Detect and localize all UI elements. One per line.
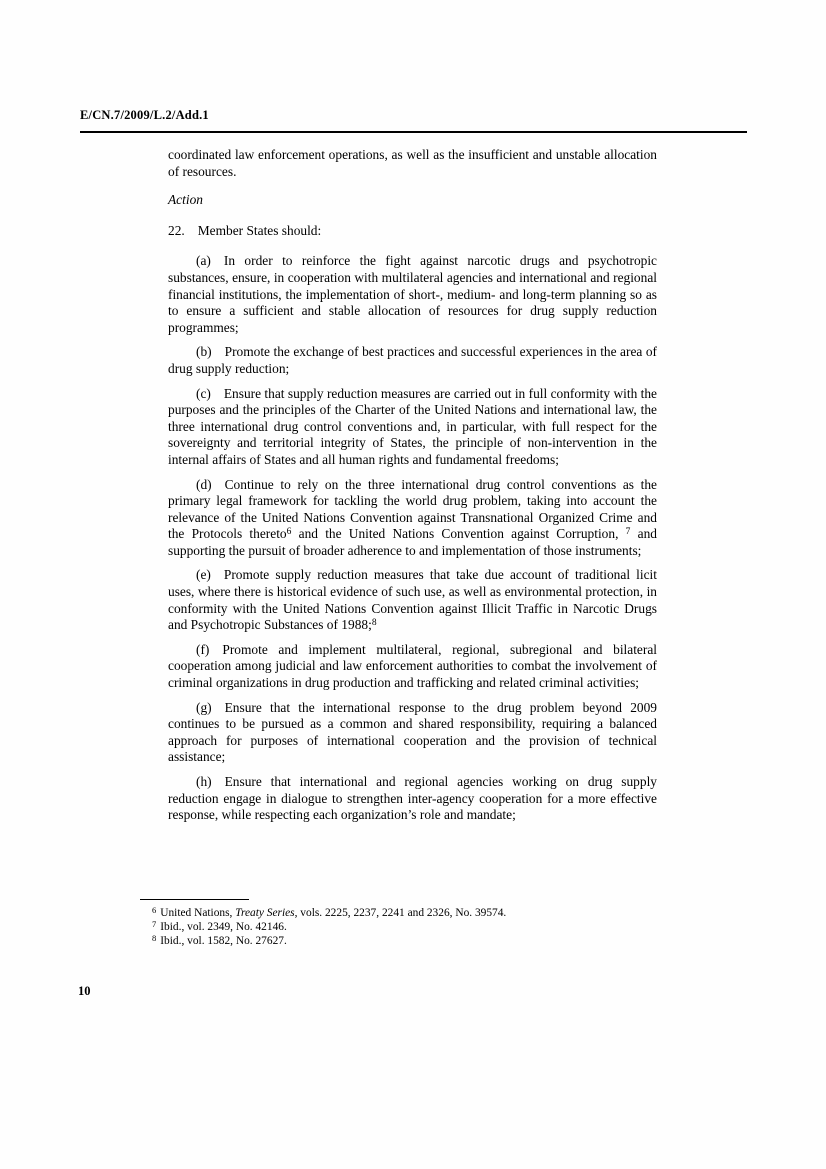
item-label: (a) xyxy=(196,253,211,269)
item-text: Promote the exchange of best practices and successful experiences in the area of drug supply reduction; xyxy=(168,344,657,376)
footnote-text: Ibid., vol. 2349, No. 42146. xyxy=(160,921,287,934)
item-text: Ensure that the international response to the drug problem beyond 2009 continues to be pursued as a common and shared responsibility, requiring a balanced approach for purposes of international cooperation and the provision of technical assistance; xyxy=(168,699,657,765)
footnote-italic-title: Treaty Series xyxy=(235,907,295,919)
footnote-7 xyxy=(152,920,672,934)
item-label: (h) xyxy=(196,774,212,789)
footnote-text: Ibid., vol. 1582, No. 27627. xyxy=(160,935,287,948)
item-text: and supporting the pursuit of broader adherence to and implementation of those instruments; xyxy=(168,526,658,558)
footnote-marker: 7 xyxy=(152,919,157,930)
paragraph-continuation: coordinated law enforcement operations, as well as the insufficient and unstable allocation of resources. xyxy=(168,147,657,179)
footnotes-section xyxy=(152,906,672,949)
item-label: (f) xyxy=(196,641,210,657)
list-item-c xyxy=(168,386,657,469)
paragraph-22 xyxy=(168,223,657,240)
header-rule xyxy=(80,131,747,133)
list-item-e xyxy=(168,567,657,633)
footnote-6 xyxy=(152,906,672,920)
footnote-separator-rule xyxy=(140,899,249,900)
list-item-a xyxy=(168,253,657,336)
footnote-text: United Nations, xyxy=(160,907,236,919)
item-label: (d) xyxy=(196,476,212,492)
list-item-d xyxy=(168,477,657,560)
footnote-marker: 8 xyxy=(152,933,157,944)
footnote-ref-8: 8 xyxy=(371,618,377,629)
paragraph-text: Member States should: xyxy=(197,222,322,238)
document-body xyxy=(168,147,657,832)
action-heading: Action xyxy=(168,192,203,208)
footnote-ref-7: 7 xyxy=(625,527,631,538)
footnote-marker: 6 xyxy=(152,905,157,915)
footnote-8 xyxy=(152,934,672,948)
item-text: Ensure that international and regional agencies working on drug supply reduction engage in dialogue to strengthen inter-agency cooperation for a more effective response, while respecting each organization’s role and mandate; xyxy=(168,774,657,823)
item-label: (b) xyxy=(196,344,212,360)
footnote-ref-6: 6 xyxy=(286,527,292,538)
item-text: Ensure that supply reduction measures are carried out in full conformity with the purposes and the principles of the Charter of the United Nations and international law, the three international drug control conventions and, in particular, with full respect for the sovereignty and territorial integrity of States, the principle of non-intervention in the internal affairs of States and all human rights and fundamental freedoms; xyxy=(168,385,657,467)
item-label: (g) xyxy=(196,699,212,715)
paragraph-number: 22. xyxy=(168,222,185,238)
list-item-h xyxy=(168,774,657,824)
item-text: and the United Nations Convention against Corruption, xyxy=(291,526,626,542)
item-text: Continue to rely on the three international drug control conventions as the primary legal framework for tackling the world drug problem, taking into account the relevance of the United Nations Convention against Transnational Organized Crime and the Protocols thereto xyxy=(168,476,657,542)
list-item-g xyxy=(168,700,657,766)
page-number: 10 xyxy=(78,984,91,998)
list-item-f xyxy=(168,642,657,692)
item-label: (e) xyxy=(196,567,211,583)
document-symbol: E/CN.7/2009/L.2/Add.1 xyxy=(80,108,209,122)
item-label: (c) xyxy=(196,385,211,401)
item-text: Promote and implement multilateral, regional, subregional and bilateral cooperation among judicial and law enforcement authorities to combat the involvement of criminal organizations in drug production and trafficking and related criminal activities; xyxy=(168,641,657,691)
list-item-b xyxy=(168,344,657,377)
item-text: In order to reinforce the fight against narcotic drugs and psychotropic substances, ensure, in cooperation with multilateral agencies and international and regional financial institutions, the implementation of short-, medium- and long-term planning so as to ensure a sufficient and stable allocation of resources for drug supply reduction programmes; xyxy=(168,253,657,335)
footnote-text: , vols. 2225, 2237, 2241 and 2326, No. 39574. xyxy=(294,907,507,919)
item-text: Promote supply reduction measures that take due account of traditional licit uses, where there is historical evidence of such use, as well as environmental protection, in conformity with the United Nations Convention against Illicit Traffic in Narcotic Drugs and Psychotropic Substances of 1988; xyxy=(168,567,657,633)
